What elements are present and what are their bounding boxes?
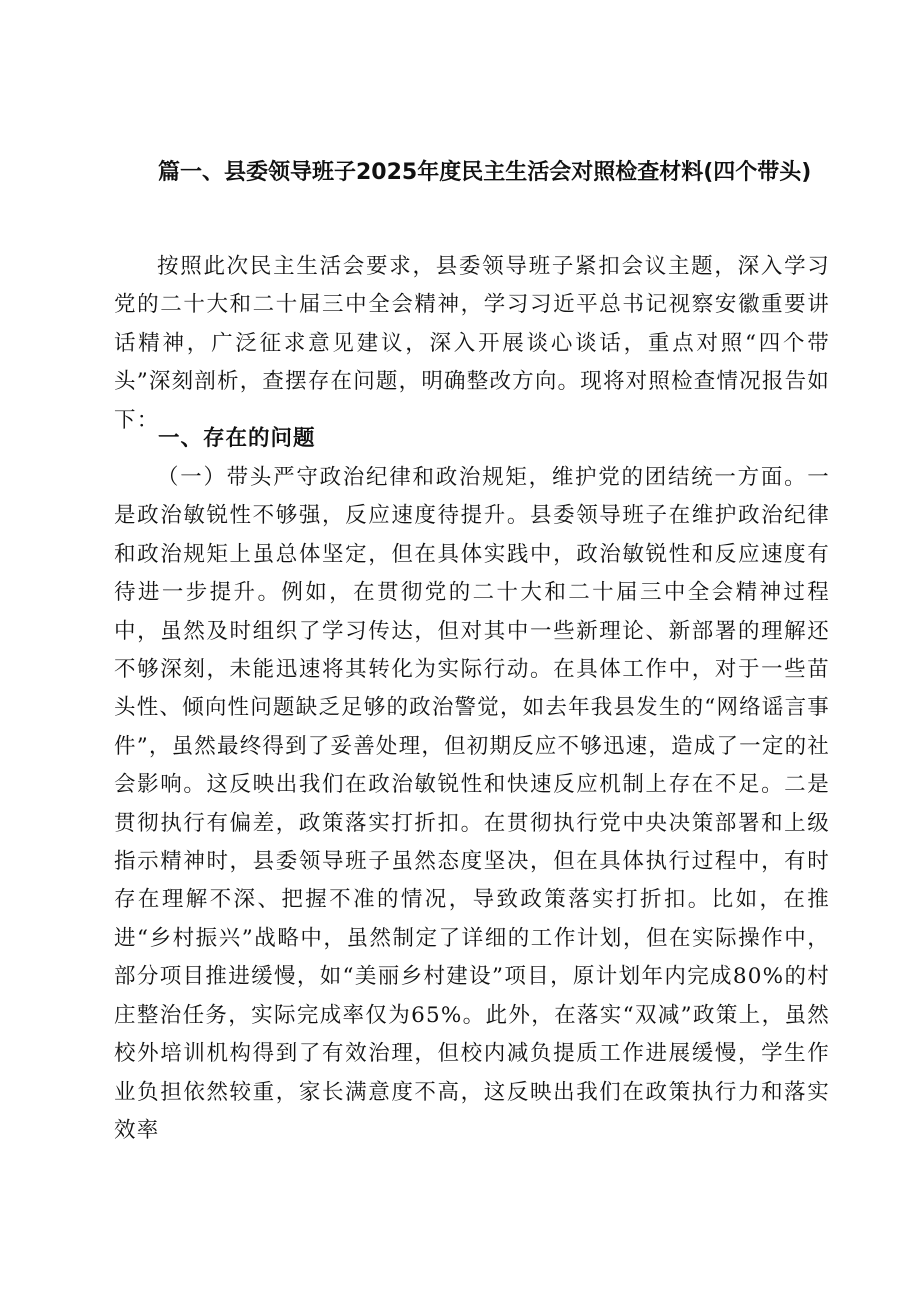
body-paragraph: （一）带头严守政治纪律和政治规矩，维护党的团结统一方面。一是政治敏锐性不够强，反应速度待提升。县委领导班子在维护政治纪律和政治规矩上虽总体坚定，但在具体实践中，政治敏锐性和反应速度有待进一步提升。例如，在贯彻党的二十大和二十届三中全会精神过程中，虽然及时组织了学习传达，但对其中一些新理论、新部署的理解还不够深刻，未能迅速将其转化为实际行动。在具体工作中，对于一些苗头性、倾向性问题缺乏足够的政治警觉，如去年我县发生的“网络谣言事件”，虽然最终得到了妥善处理，但初期反应不够迅速，造成了一定的社会影响。这反映出我们在政治敏锐性和快速反应机制上存在不足。二是贯彻执行有偏差，政策落实打折扣。在贯彻执行党中央决策部署和上级指示精神时，县委领导班子虽然态度坚决，但在具体执行过程中，有时存在理解不深、把握不准的情况，导致政策落实打折扣。比如，在推进“乡村振兴”战略中，虽然制定了详细的工作计划，但在实际操作中，部分项目推进缓慢，如“美丽乡村建设”项目，原计划年内完成80%的村庄整治任务，实际完成率仅为65%。此外，在落实“双减”政策上，虽然校外培训机构得到了有效治理，但校内减负提质工作进展缓慢，学生作业负担依然较重，家长满意度不高，这反映出我们在政策执行力和落实效率 bbox=[114, 465, 830, 1143]
intro-paragraph: 按照此次民主生活会要求，县委领导班子紧扣会议主题，深入学习党的二十大和二十届三中全会精神，学习习近平总书记视察安徽重要讲话精神，广泛征求意见建议，深入开展谈心谈话，重点对照“四个带头”深刻剖析，查摆存在问题，明确整改方向。现将对照检查情况报告如下： bbox=[114, 254, 830, 433]
document-title: 篇一、县委领导班子2025年度民主生活会对照检查材料(四个带头) bbox=[158, 160, 812, 185]
section-heading: 一、存在的问题 bbox=[158, 426, 316, 451]
